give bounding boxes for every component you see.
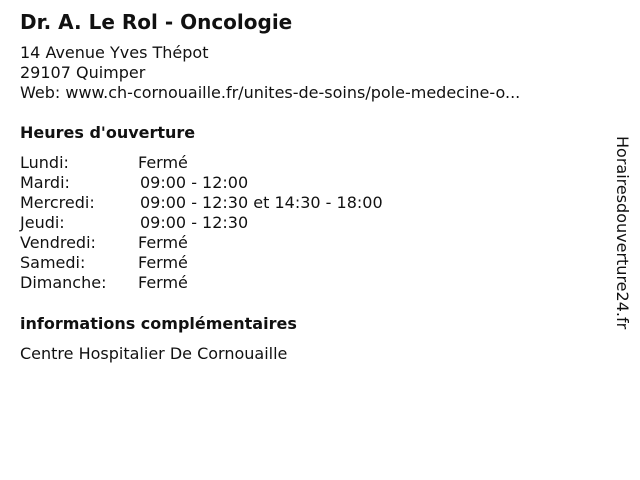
day-label: Lundi:: [20, 153, 69, 172]
day-hours: Fermé: [138, 273, 188, 292]
day-label: Mardi:: [20, 173, 70, 192]
day-hours: Fermé: [138, 253, 188, 272]
website-link[interactable]: Web: www.ch-cornouaille.fr/unites-de-soins/pole-medecine-o...: [20, 83, 521, 102]
day-hours: Fermé: [138, 153, 188, 172]
page-title: Dr. A. Le Rol - Oncologie: [20, 10, 293, 34]
address-block: [20, 43, 520, 103]
day-label: Vendredi:: [20, 233, 96, 252]
day-label: Samedi:: [20, 253, 86, 272]
address-street: 14 Avenue Yves Thépot: [20, 43, 209, 62]
day-label: Jeudi:: [20, 213, 65, 232]
brand-sidebar: [610, 136, 634, 344]
day-hours: 09:00 - 12:30: [140, 213, 249, 232]
info-heading: informations complémentaires: [20, 314, 297, 333]
address-city: 29107 Quimper: [20, 63, 146, 82]
day-hours: 09:00 - 12:30 et 14:30 - 18:00: [140, 193, 383, 212]
day-hours: 09:00 - 12:00: [140, 173, 249, 192]
brand-watermark: Horairesdouverture24.fr: [613, 136, 632, 330]
day-label: Dimanche:: [20, 273, 107, 292]
day-label: Mercredi:: [20, 193, 95, 212]
day-hours: Fermé: [138, 233, 188, 252]
info-text: Centre Hospitalier De Cornouaille: [20, 344, 288, 363]
hours-heading: Heures d'ouverture: [20, 123, 196, 142]
